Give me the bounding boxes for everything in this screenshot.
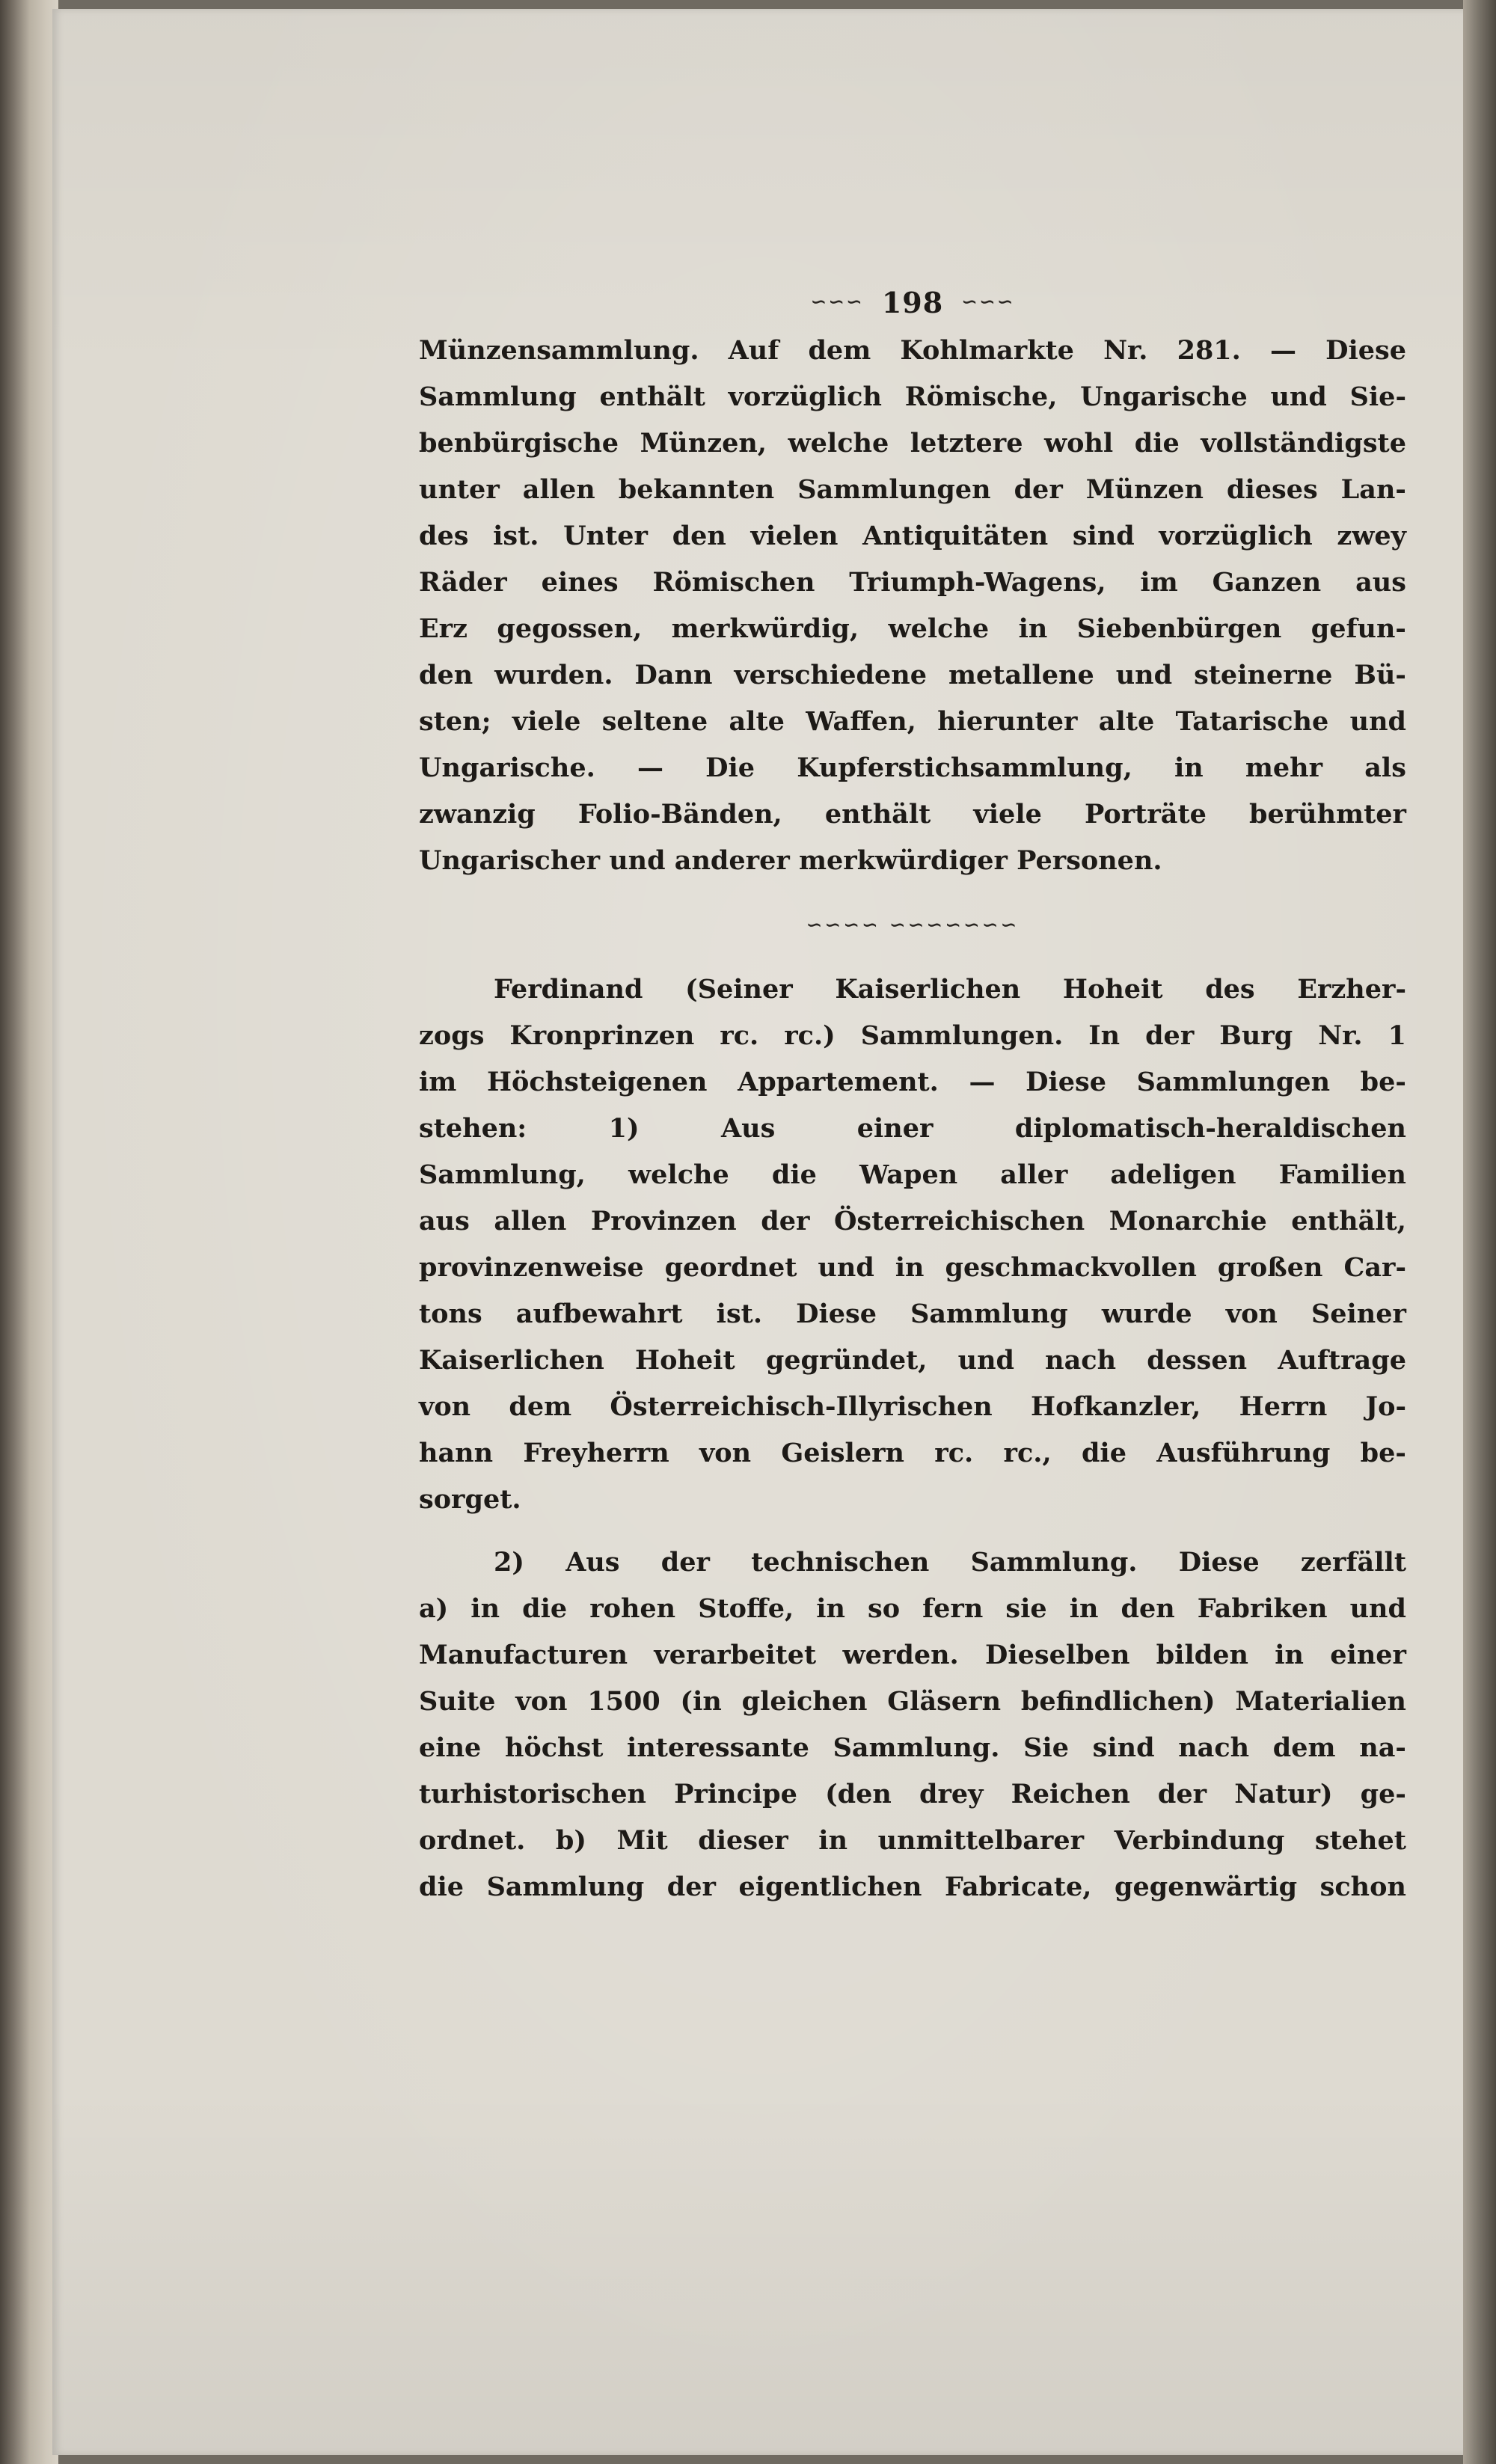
- word: Sammlungen: [797, 474, 991, 505]
- word: 1500: [587, 1686, 660, 1717]
- word: In: [1088, 1020, 1121, 1051]
- word: zwanzig: [419, 799, 536, 830]
- word: wurde: [1101, 1299, 1192, 1329]
- word: Verbindung: [1114, 1825, 1285, 1856]
- text-line: Ungarischer und anderer merkwürdiger Personen.: [419, 845, 1162, 876]
- word: sten;: [419, 706, 491, 737]
- word: b): [555, 1825, 586, 1856]
- word: ordnet.: [419, 1825, 526, 1856]
- word: Siebenbürgen: [1076, 613, 1282, 644]
- word: dem: [808, 335, 871, 366]
- word: Folio-Bänden,: [577, 799, 782, 830]
- word: viele: [512, 706, 581, 737]
- text-line: [419, 467, 1406, 513]
- word: nach: [1045, 1345, 1117, 1376]
- word: gegründet,: [765, 1345, 928, 1376]
- word: interessante: [627, 1732, 809, 1763]
- text-line: [419, 1106, 1406, 1152]
- word: einer: [856, 1113, 934, 1144]
- word: adeligen: [1110, 1159, 1236, 1190]
- word: gegossen,: [497, 613, 643, 644]
- word: rc.: [720, 1020, 759, 1051]
- word: eigentlichen: [738, 1872, 922, 1902]
- text-line: [419, 1632, 1406, 1679]
- word: 1): [608, 1113, 640, 1144]
- word: enthält,: [1291, 1206, 1406, 1236]
- word: Münzen,: [640, 428, 767, 459]
- word: im: [1140, 567, 1178, 598]
- word: Reichen: [1011, 1779, 1130, 1809]
- word: eine: [419, 1732, 482, 1763]
- word: —: [969, 1067, 996, 1097]
- word: enthält: [599, 381, 705, 412]
- word: hierunter: [937, 706, 1078, 737]
- word: werden.: [842, 1640, 959, 1670]
- word: der: [1145, 1020, 1195, 1051]
- word: tons: [419, 1299, 482, 1329]
- section-technische-sammlung: [419, 1539, 1406, 1910]
- word: be-: [1360, 1067, 1406, 1097]
- text-line: sorget.: [419, 1484, 521, 1515]
- text-line: [419, 699, 1406, 745]
- word: in: [818, 1825, 848, 1856]
- word: Ungarische: [1080, 381, 1248, 412]
- text-line: [419, 513, 1406, 560]
- word: sind: [1072, 521, 1135, 551]
- word: Natur): [1234, 1779, 1333, 1809]
- word: Diese: [1026, 1067, 1107, 1097]
- word: Sammlungen: [1136, 1067, 1331, 1097]
- word: Tatarische: [1175, 706, 1329, 737]
- word: gleichen: [741, 1686, 868, 1717]
- word: turhistorischen: [419, 1779, 646, 1809]
- word: Gläsern: [887, 1686, 1002, 1717]
- word: Römischen: [652, 567, 815, 598]
- word: seltene: [601, 706, 708, 737]
- text-line: [419, 374, 1406, 420]
- word: (in: [680, 1686, 722, 1717]
- word: Auf: [728, 335, 779, 366]
- word: —: [637, 753, 663, 783]
- word: stehen:: [419, 1113, 527, 1144]
- word: rc.): [784, 1020, 836, 1051]
- word: die: [419, 1872, 465, 1902]
- text-line: [419, 328, 1406, 374]
- header-ornament-left: ∽∽∽: [810, 291, 864, 313]
- word: Österreichisch-Illyrischen: [610, 1391, 993, 1422]
- word: sind: [1092, 1732, 1155, 1763]
- word: Geislern: [781, 1438, 904, 1468]
- word: höchst: [504, 1732, 604, 1763]
- word: unmittelbarer: [877, 1825, 1085, 1856]
- word: Aus: [565, 1547, 620, 1578]
- word: Sammlung: [910, 1299, 1068, 1329]
- word: und: [818, 1252, 874, 1283]
- text-line: [419, 1864, 1406, 1910]
- header-ornament-right: ∽∽∽: [961, 291, 1015, 313]
- word: Wapen: [859, 1159, 958, 1190]
- word: a): [419, 1593, 449, 1624]
- word: Aus: [721, 1113, 776, 1144]
- word: steinerne: [1194, 660, 1333, 690]
- word: aufbewahrt: [515, 1299, 683, 1329]
- word: Hofkanzler,: [1031, 1391, 1201, 1422]
- text-line: [419, 1013, 1406, 1059]
- word: im: [419, 1067, 457, 1097]
- word: in: [1275, 1640, 1304, 1670]
- text-line: [419, 1539, 1406, 1586]
- word: Diese: [796, 1299, 877, 1329]
- word: und: [1115, 660, 1173, 690]
- word: in: [470, 1593, 500, 1624]
- word: hann: [419, 1438, 494, 1468]
- word: vorzüglich: [728, 381, 882, 412]
- word: diplomatisch-heraldischen: [1014, 1113, 1406, 1144]
- word: der: [1014, 474, 1063, 505]
- word: Freyherrn: [523, 1438, 669, 1468]
- word: (Seiner: [685, 974, 793, 1005]
- word: Fabriken: [1197, 1593, 1328, 1624]
- word: Kaiserlichen: [419, 1345, 604, 1376]
- word: welche: [628, 1159, 729, 1190]
- word: ge-: [1360, 1779, 1406, 1809]
- word: in: [895, 1252, 925, 1283]
- word: Diese: [1325, 335, 1406, 366]
- word: alte: [1098, 706, 1155, 737]
- word: na-: [1359, 1732, 1406, 1763]
- word: schon: [1319, 1872, 1406, 1902]
- word: Erzher-: [1297, 974, 1406, 1005]
- word: Fabricate,: [945, 1872, 1092, 1902]
- page-number: 198: [881, 285, 944, 319]
- word: die: [522, 1593, 568, 1624]
- text-line: [419, 1679, 1406, 1725]
- word: die: [1134, 428, 1180, 459]
- text-line: [419, 1384, 1406, 1430]
- word: benbürgische: [419, 428, 619, 459]
- word: provinzenweise: [419, 1252, 644, 1283]
- word: Provinzen: [590, 1206, 737, 1236]
- word: Sie-: [1349, 381, 1406, 412]
- word: Triumph-Wagens,: [849, 567, 1106, 598]
- word: Sie: [1023, 1732, 1069, 1763]
- word: in: [816, 1593, 845, 1624]
- word: Erz: [419, 613, 468, 644]
- word: Appartement.: [738, 1067, 939, 1097]
- word: Manufacturen: [419, 1640, 628, 1670]
- text-line: [419, 1337, 1406, 1384]
- text-line: [419, 1198, 1406, 1245]
- word: Sammlung.: [970, 1547, 1138, 1578]
- word: allen: [522, 474, 595, 505]
- word: dieser: [698, 1825, 788, 1856]
- word: sie: [1005, 1593, 1047, 1624]
- text-line: [419, 1586, 1406, 1632]
- page-stack-edge: [1463, 0, 1496, 2464]
- word: verarbeitet: [654, 1640, 817, 1670]
- word: welche: [788, 428, 889, 459]
- word: der: [1157, 1779, 1207, 1809]
- word: mehr: [1245, 753, 1323, 783]
- word: rohen: [589, 1593, 676, 1624]
- word: in: [1174, 753, 1204, 783]
- word: den: [419, 660, 473, 690]
- word: stehet: [1314, 1825, 1406, 1856]
- word: Diese: [1178, 1547, 1260, 1578]
- page-header: [419, 277, 1406, 328]
- word: Sammlung.: [833, 1732, 1000, 1763]
- word: zwey: [1337, 521, 1406, 551]
- word: von: [1225, 1299, 1278, 1329]
- word: nach: [1178, 1732, 1250, 1763]
- word: eines: [541, 567, 619, 598]
- word: von: [515, 1686, 568, 1717]
- word: Burg: [1219, 1020, 1293, 1051]
- word: be-: [1360, 1438, 1406, 1468]
- word: Ausführung: [1156, 1438, 1331, 1468]
- word: den: [672, 521, 726, 551]
- section-muenzensammlung: [419, 328, 1406, 884]
- word: Stoffe,: [698, 1593, 794, 1624]
- word: geschmackvollen: [945, 1252, 1197, 1283]
- word: enthält: [824, 799, 931, 830]
- paragraph-gap: [419, 1523, 1406, 1539]
- word: letztere: [910, 428, 1023, 459]
- word: viele: [973, 799, 1042, 830]
- word: ist.: [716, 1299, 763, 1329]
- word: berühmter: [1249, 799, 1406, 830]
- word: rc.,: [1003, 1438, 1052, 1468]
- text-line: [419, 966, 1406, 1013]
- word: die: [771, 1159, 817, 1190]
- word: Unter: [563, 521, 649, 551]
- word: dessen: [1147, 1345, 1248, 1376]
- word: in: [1018, 613, 1048, 644]
- word: Ungarische.: [419, 753, 595, 783]
- word: Porträte: [1085, 799, 1207, 830]
- text-line: [419, 1152, 1406, 1198]
- word: 281.: [1177, 335, 1241, 366]
- word: und: [1349, 706, 1406, 737]
- section-ferdinand-sammlungen: [419, 966, 1406, 1523]
- word: so: [868, 1593, 901, 1624]
- text-line: [419, 606, 1406, 652]
- word: Kohlmarkte: [900, 335, 1074, 366]
- word: Kupferstichsammlung,: [797, 753, 1132, 783]
- word: technischen: [751, 1547, 930, 1578]
- word: befindlichen): [1020, 1686, 1216, 1717]
- word: der: [761, 1206, 810, 1236]
- word: wohl: [1044, 428, 1114, 459]
- word: Principe: [674, 1779, 797, 1809]
- word: und: [1270, 381, 1327, 412]
- word: vielen: [750, 521, 839, 551]
- word: als: [1364, 753, 1406, 783]
- text-line: [419, 791, 1406, 838]
- word: Sammlung,: [419, 1159, 586, 1190]
- word: Höchsteigenen: [486, 1067, 708, 1097]
- word: des: [1205, 974, 1255, 1005]
- text-line: [419, 420, 1406, 467]
- text-line: [419, 560, 1406, 606]
- word: von: [419, 1391, 471, 1422]
- word: aus: [1355, 567, 1406, 598]
- word: Nr.: [1318, 1020, 1363, 1051]
- word: und: [1349, 1593, 1406, 1624]
- text-line: [419, 1430, 1406, 1477]
- word: Materialien: [1235, 1686, 1406, 1717]
- word: Familien: [1278, 1159, 1406, 1190]
- word: geordnet: [664, 1252, 797, 1283]
- word: in: [1069, 1593, 1099, 1624]
- word: Römische,: [904, 381, 1058, 412]
- text-line: [419, 1818, 1406, 1864]
- page-text-block: [419, 277, 1406, 1910]
- word: verschiedene: [734, 660, 927, 690]
- word: Mit: [616, 1825, 668, 1856]
- word: Nr.: [1103, 335, 1148, 366]
- word: Auftrage: [1278, 1345, 1406, 1376]
- word: Monarchie: [1109, 1206, 1267, 1236]
- word: aller: [1000, 1159, 1068, 1190]
- word: Antiquitäten: [862, 521, 1049, 551]
- word: von: [699, 1438, 752, 1468]
- word: dem: [509, 1391, 572, 1422]
- section-divider-ornament: ∽∽∽∽ ∽∽∽∽∽∽∽: [806, 914, 1020, 937]
- word: dem: [1272, 1732, 1336, 1763]
- word: Hoheit: [1062, 974, 1163, 1005]
- word: Dieselben: [985, 1640, 1130, 1670]
- word: bilden: [1156, 1640, 1248, 1670]
- text-line: [419, 1725, 1406, 1771]
- word: der: [660, 1547, 710, 1578]
- word: Ferdinand: [494, 974, 643, 1005]
- word: drey: [919, 1779, 984, 1809]
- text-line: [419, 652, 1406, 699]
- word: gefun-: [1310, 613, 1406, 644]
- word: fern: [922, 1593, 984, 1624]
- word: allen: [494, 1206, 567, 1236]
- word: Hoheit: [635, 1345, 735, 1376]
- word: unter: [419, 474, 500, 505]
- word: die: [1081, 1438, 1126, 1468]
- word: welche: [888, 613, 990, 644]
- text-line: [419, 1771, 1406, 1818]
- word: vollständigste: [1201, 428, 1406, 459]
- word: den: [1121, 1593, 1175, 1624]
- word: Dann: [634, 660, 713, 690]
- word: Lan-: [1340, 474, 1406, 505]
- text-line: [419, 1059, 1406, 1106]
- word: des: [419, 521, 469, 551]
- word: vorzüglich: [1159, 521, 1313, 551]
- word: großen: [1217, 1252, 1323, 1283]
- word: merkwürdig,: [671, 613, 859, 644]
- word: Sammlung: [419, 381, 577, 412]
- word: Sammlungen.: [860, 1020, 1064, 1051]
- word: rc.: [934, 1438, 974, 1468]
- book-spine-edge: [0, 0, 58, 2464]
- word: gegenwärtig: [1115, 1872, 1298, 1902]
- word: Ganzen: [1212, 567, 1322, 598]
- word: zogs: [419, 1020, 485, 1051]
- word: Waffen,: [806, 706, 916, 737]
- word: Sammlung: [486, 1872, 645, 1902]
- word: wurden.: [494, 660, 613, 690]
- word: Bü-: [1354, 660, 1406, 690]
- word: (den: [825, 1779, 892, 1809]
- word: dieses: [1226, 474, 1318, 505]
- word: 2): [494, 1547, 524, 1578]
- word: —: [1269, 335, 1296, 366]
- word: und: [957, 1345, 1014, 1376]
- word: Herrn: [1239, 1391, 1328, 1422]
- word: Suite: [419, 1686, 496, 1717]
- word: bekannten: [618, 474, 775, 505]
- word: Münzen: [1085, 474, 1204, 505]
- word: der: [666, 1872, 716, 1902]
- word: Österreichischen: [833, 1206, 1085, 1236]
- text-line: [419, 745, 1406, 791]
- word: Die: [705, 753, 755, 783]
- word: Seiner: [1310, 1299, 1406, 1329]
- word: einer: [1330, 1640, 1406, 1670]
- word: ist.: [493, 521, 539, 551]
- word: metallene: [948, 660, 1094, 690]
- word: 1: [1388, 1020, 1406, 1051]
- word: Jo-: [1365, 1391, 1406, 1422]
- word: Kaiserlichen: [835, 974, 1021, 1005]
- word: alte: [729, 706, 785, 737]
- text-line: [419, 1245, 1406, 1291]
- word: zerfällt: [1300, 1547, 1406, 1578]
- word: Kronprinzen: [509, 1020, 695, 1051]
- word: Car-: [1343, 1252, 1406, 1283]
- text-line: [419, 1291, 1406, 1337]
- word: Räder: [419, 567, 507, 598]
- word: aus: [419, 1206, 470, 1236]
- word: Münzensammlung.: [419, 335, 699, 366]
